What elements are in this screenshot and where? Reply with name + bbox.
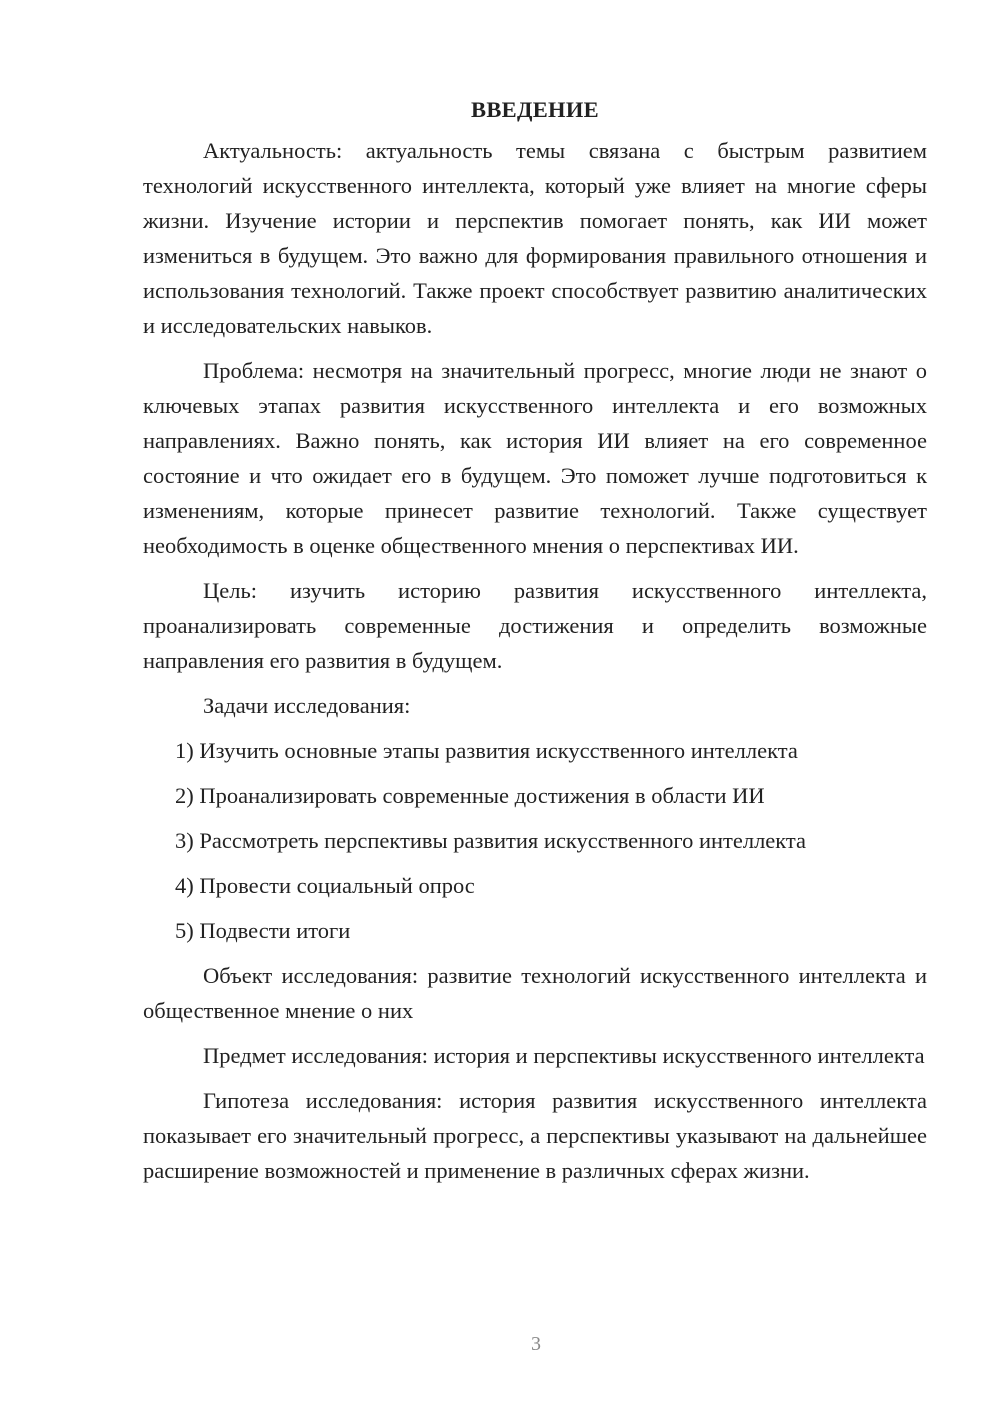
subject-paragraph: Предмет исследования: история и перспективы искусственного интеллекта [203,1043,925,1068]
page-title: ВВЕДЕНИЕ [471,97,599,122]
task-item: 1) Изучить основные этапы развития искусственного интеллекта [175,738,798,763]
hypothesis-paragraph: Гипотеза исследования: история развития искусственного интеллекта показывает его значительный прогресс, а перспективы указывают на дальнейшее расширение возможностей и применение в различных сферах жизни. [143,1088,927,1183]
task-item: 3) Рассмотреть перспективы развития искусственного интеллекта [175,828,807,853]
goal-paragraph: Цель: изучить историю развития искусственного интеллекта, проанализировать современные достижения и определить возможные направления его развития в будущем. [143,578,927,673]
task-list [143,733,927,948]
tasks-heading: Задачи исследования: [203,693,411,718]
page-content [143,92,927,1198]
task-item: 2) Проанализировать современные достижения в области ИИ [175,783,765,808]
relevance-paragraph: Актуальность: актуальность темы связана с быстрым развитием технологий искусственного интеллекта, который уже влияет на многие сферы жизни. Изучение истории и перспектив помогает понять, как ИИ может измениться в будущем. Это важно для формирования правильного отношения и использования технологий. Также проект способствует развитию аналитических и исследовательских навыков. [143,138,927,338]
problem-paragraph: Проблема: несмотря на значительный прогресс, многие люди не знают о ключевых этапах развития искусственного интеллекта и его возможных направлениях. Важно понять, как история ИИ влияет на его современное состояние и что ожидает его в будущем. Это поможет лучше подготовиться к изменениям, которые принесет развитие технологий. Также существует необходимость в оценке общественного мнения о перспективах ИИ. [143,358,927,558]
object-paragraph: Объект исследования: развитие технологий искусственного интеллекта и общественное мнение о них [143,963,927,1023]
task-item: 5) Подвести итоги [175,918,351,943]
page-number: 3 [531,1333,541,1355]
task-item: 4) Провести социальный опрос [175,873,475,898]
